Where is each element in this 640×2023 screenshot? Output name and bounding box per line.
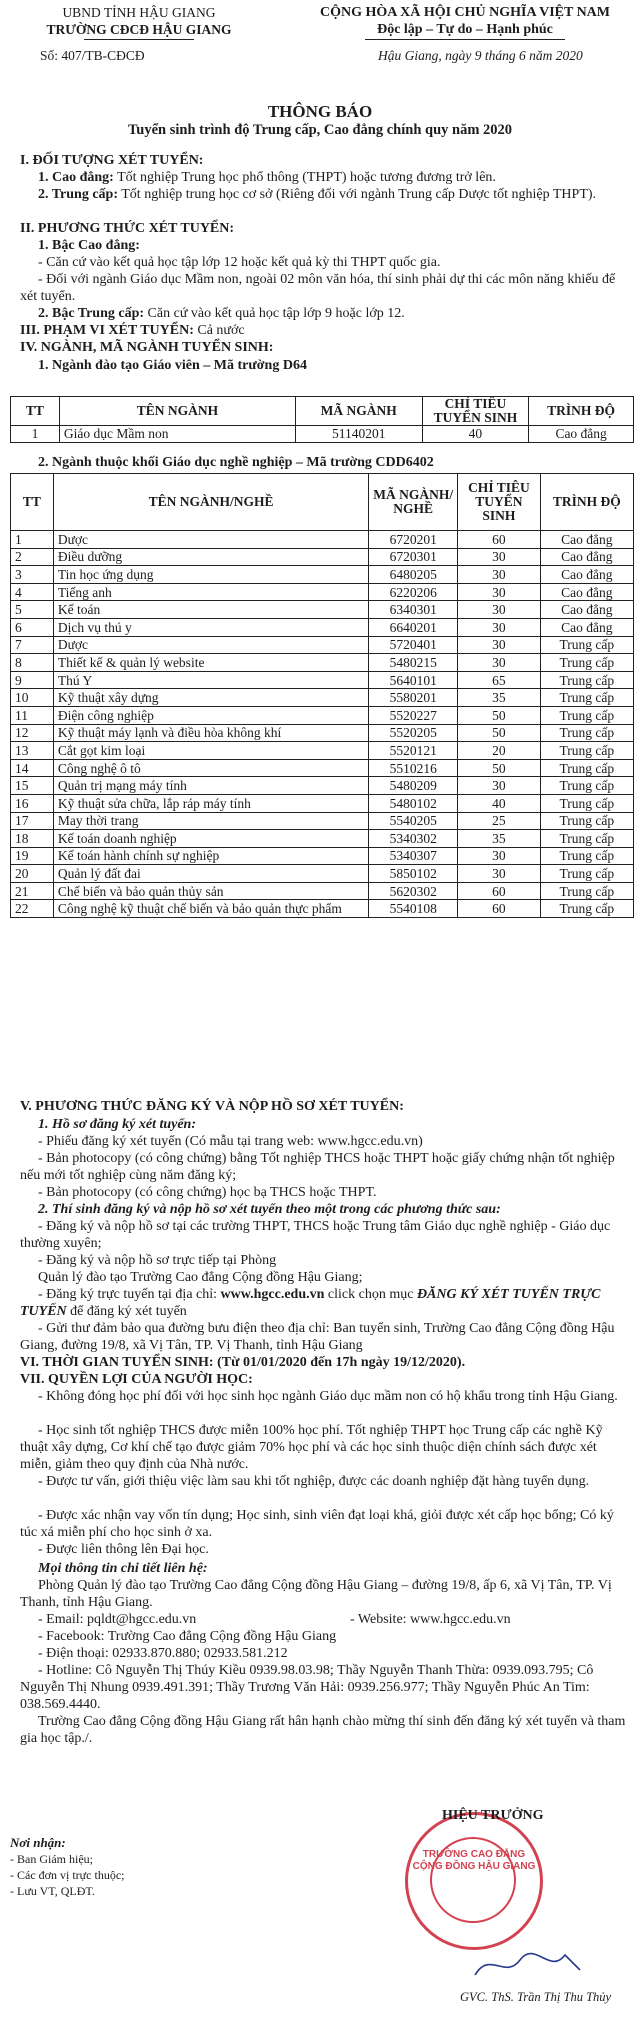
cell-chi-tieu: 50 — [458, 706, 540, 724]
cell-ma-nganh-nghe: 6720301 — [369, 548, 458, 566]
cell-ma-nganh-nghe: 6340301 — [369, 601, 458, 619]
cell-tt: 14 — [11, 759, 54, 777]
cell-tt: 10 — [11, 689, 54, 707]
section-2-line-1: - Căn cứ vào kết quả học tập lớp 12 hoặc kết quả kỳ thi THPT quốc gia. — [38, 255, 441, 270]
cell-ten-nganh-nghe: Dược — [53, 636, 368, 654]
cell-trinh-do: Trung cấp — [540, 654, 633, 672]
cell-trinh-do: Cao đẳng — [540, 601, 633, 619]
cell-tt: 17 — [11, 812, 54, 830]
cell-tt: 13 — [11, 742, 54, 760]
cell-ten-nganh-nghe: Công nghệ ô tô — [53, 759, 368, 777]
col-ma-nganh: MÃ NGÀNH — [295, 397, 422, 426]
cell-trinh-do: Trung cấp — [540, 759, 633, 777]
cell-chi-tieu: 35 — [458, 689, 540, 707]
issuer-header — [14, 4, 264, 40]
cell-trinh-do: Trung cấp — [540, 636, 633, 654]
table-row — [11, 531, 634, 549]
contact-hotline: - Hotline: Cô Nguyễn Thị Thúy Kiều 0939.98.03.98; Thầy Nguyễn Thanh Thừa: 0939.093.795; Cô Nguyễn Thị Nhung 0939.491.391; Thầy Trương Văn Hải: 0939.256.977; Thầy Nguyễn Phúc An Tim: 038.569.4440. — [20, 1663, 594, 1712]
cell-ma-nganh-nghe: 5480215 — [369, 654, 458, 672]
section-5-sub-2: 2. Thí sinh đăng ký và nộp hồ sơ xét tuyển theo một trong các phương thức sau: — [38, 1202, 501, 1217]
section-5-line-8: - Gửi thư đảm bảo qua đường bưu điện theo địa chỉ: Ban tuyển sinh, Trường Cao đẳng Cộng đồng Hậu Giang, đường 19/8, xã Vị Tân, TP. Vị Thanh, tỉnh Hậu Giang — [20, 1321, 615, 1353]
cell-trinh-do: Cao đẳng — [540, 531, 633, 549]
cell-ten-nganh-nghe: Kỹ thuật máy lạnh và điều hòa không khí — [53, 724, 368, 742]
cell-ma-nganh-nghe: 5510216 — [369, 759, 458, 777]
cell-chi-tieu: 30 — [458, 654, 540, 672]
cell-trinh-do: Cao đẳng — [540, 566, 633, 584]
cell-ma-nganh-nghe: 5520205 — [369, 724, 458, 742]
cell-tt: 20 — [11, 865, 54, 883]
cell-tt: 18 — [11, 830, 54, 848]
recipient-item: - Các đơn vị trực thuộc; — [10, 1868, 125, 1882]
table-row — [11, 724, 634, 742]
section-7-line-5: - Được liên thông lên Đại học. — [38, 1542, 209, 1557]
table-row — [11, 601, 634, 619]
section-7-line-2: - Học sinh tốt nghiệp THCS được miễn 100% học phí. Tốt nghiệp THPT học Trung cấp các nghề Kỹ thuật xây dựng, Cơ khí chế tạo được giảm 70% học phí và các học sinh thuộc diện chính sách được xét miễn, giảm theo quy định của Nhà nước. — [20, 1423, 603, 1472]
table-row — [11, 583, 634, 601]
col-chi-tieu: CHỈ TIÊU TUYỂN SINH — [458, 474, 540, 531]
table-header-row — [11, 397, 634, 426]
table-row — [11, 566, 634, 584]
table-row — [11, 777, 634, 795]
table-row — [11, 847, 634, 865]
cell-tt: 8 — [11, 654, 54, 672]
cell-trinh-do: Cao đẳng — [540, 583, 633, 601]
contact-address: Phòng Quản lý đào tạo Trường Cao đẳng Cộng đồng Hậu Giang – đường 19/8, ấp 6, xã Vị Tân, TP. Vị Thanh, tỉnh Hậu Giang. — [20, 1578, 612, 1610]
closing-text: Trường Cao đẳng Cộng đồng Hậu Giang rất hân hạnh chào mừng thí sinh đến đăng ký xét tuyển và tham gia học tập./. — [20, 1714, 626, 1746]
col-trinh-do: TRÌNH ĐỘ — [529, 397, 634, 426]
cell-ten-nganh-nghe: Quản trị mạng máy tính — [53, 777, 368, 795]
table-teacher-training — [10, 396, 634, 443]
table-row — [11, 671, 634, 689]
cell-ten-nganh-nghe: Điều dưỡng — [53, 548, 368, 566]
cell-chi-tieu: 30 — [458, 601, 540, 619]
table-row — [11, 618, 634, 636]
cell-chi-tieu: 30 — [458, 583, 540, 601]
section-5-line-3: - Bản photocopy (có công chứng) học bạ THCS hoặc THPT. — [38, 1185, 377, 1200]
contact-phone: - Điện thoại: 02933.870.880; 02933.581.212 — [38, 1646, 288, 1661]
cell-ma-nganh-nghe: 5640101 — [369, 671, 458, 689]
cell-tt: 1 — [11, 531, 54, 549]
col-ten-nganh-nghe: TÊN NGÀNH/NGHỀ — [53, 474, 368, 531]
page-subtitle: Tuyển sinh trình độ Trung cấp, Cao đẳng chính quy năm 2020 — [127, 122, 513, 138]
cell-ten-nganh-nghe: Kế toán — [53, 601, 368, 619]
cell-ma-nganh-nghe: 5540108 — [369, 900, 458, 918]
official-seal — [405, 1812, 543, 1950]
cell-tt: 12 — [11, 724, 54, 742]
section-7-heading: VII. QUYỀN LỢI CỦA NGƯỜI HỌC: — [20, 1372, 253, 1387]
table-row — [11, 706, 634, 724]
col-trinh-do: TRÌNH ĐỘ — [540, 474, 633, 531]
section-5-sub-1: 1. Hồ sơ đăng ký xét tuyển: — [38, 1117, 197, 1132]
cell-tt: 21 — [11, 882, 54, 900]
cell-tt: 22 — [11, 900, 54, 918]
contact-website[interactable]: - Website: www.hgcc.edu.vn — [350, 1612, 511, 1627]
contact-email[interactable]: - Email: pqldt@hgcc.edu.vn — [38, 1612, 197, 1627]
cell-ma-nganh-nghe: 5540205 — [369, 812, 458, 830]
cell-ma-nganh-nghe: 6640201 — [369, 618, 458, 636]
table-row — [11, 830, 634, 848]
cell-ma-nganh-nghe: 5340302 — [369, 830, 458, 848]
cell-chi-tieu: 30 — [458, 566, 540, 584]
section-4-heading: IV. NGÀNH, MÃ NGÀNH TUYỂN SINH: — [20, 340, 274, 355]
cell-ten-nganh-nghe: Điện công nghiệp — [53, 706, 368, 724]
cell-trinh-do: Cao đẳng — [540, 548, 633, 566]
cell-chi-tieu: 35 — [458, 830, 540, 848]
cell-ma-nganh-nghe: 6220206 — [369, 583, 458, 601]
table-row — [11, 865, 634, 883]
table-row — [11, 548, 634, 566]
cell-ma-nganh-nghe: 5520227 — [369, 706, 458, 724]
section-5-line-7: - Đăng ký trực tuyến tại địa chỉ: www.hgcc.edu.vn click chọn mục ĐĂNG KÝ XÉT TUYỂN TRỰC TUYẾN để đăng ký xét tuyển — [20, 1287, 601, 1319]
table-row — [11, 636, 634, 654]
section-7-line-4: - Được xác nhận vay vốn tín dụng; Học sinh, sinh viên đạt loại khá, giỏi được xét cấp học bổng; Có ký túc xá miễn phí cho học sinh ở xa. — [20, 1508, 614, 1540]
recipients-label: Nơi nhận: — [10, 1835, 66, 1850]
cell-ma-nganh-nghe: 5620302 — [369, 882, 458, 900]
cell-chi-tieu: 40 — [422, 426, 529, 443]
cell-tt: 15 — [11, 777, 54, 795]
cell-tt: 7 — [11, 636, 54, 654]
cell-ten-nganh-nghe: Dược — [53, 531, 368, 549]
section-5-line-6: Quản lý đào tạo Trường Cao đẳng Cộng đồng Hậu Giang; — [38, 1270, 363, 1285]
contact-heading: Mọi thông tin chi tiết liên hệ: — [38, 1561, 208, 1576]
page-title: THÔNG BÁO — [267, 102, 373, 121]
recipient-item: - Ban Giám hiệu; — [10, 1852, 93, 1866]
section-2-sub-2: 2. Bậc Trung cấp: Căn cứ vào kết quả học tập lớp 9 hoặc lớp 12. — [38, 306, 405, 321]
cell-trinh-do: Cao đẳng — [529, 426, 634, 443]
cell-ten-nganh-nghe: Thú Y — [53, 671, 368, 689]
table-vocational — [10, 473, 634, 918]
cell-trinh-do: Trung cấp — [540, 724, 633, 742]
country-underline — [365, 39, 565, 40]
cell-trinh-do: Trung cấp — [540, 812, 633, 830]
contact-facebook[interactable]: - Facebook: Trường Cao đẳng Cộng đồng Hậu Giang — [38, 1629, 337, 1644]
col-tt: TT — [11, 397, 60, 426]
cell-chi-tieu: 30 — [458, 636, 540, 654]
table-2-caption: 2. Ngành thuộc khối Giáo dục nghề nghiệp – Mã trường CDD6402 — [38, 455, 434, 470]
cell-ma-nganh-nghe: 5580201 — [369, 689, 458, 707]
cell-chi-tieu: 65 — [458, 671, 540, 689]
cell-ten-nganh-nghe: May thời trang — [53, 812, 368, 830]
col-tt: TT — [11, 474, 54, 531]
cell-trinh-do: Trung cấp — [540, 742, 633, 760]
cell-ten-nganh-nghe: Kế toán hành chính sự nghiệp — [53, 847, 368, 865]
col-ten-nganh: TÊN NGÀNH — [59, 397, 295, 426]
section-5-heading: V. PHƯƠNG THỨC ĐĂNG KÝ VÀ NỘP HỒ SƠ XÉT TUYỂN: — [20, 1099, 404, 1114]
cell-ten-nganh-nghe: Cắt gọt kim loại — [53, 742, 368, 760]
cell-ten-nganh-nghe: Kỹ thuật sửa chữa, lắp ráp máy tính — [53, 794, 368, 812]
section-7-line-3: - Được tư vấn, giới thiệu việc làm sau khi tốt nghiệp, được các doanh nghiệp đặt hàng tuyển dụng. — [38, 1474, 590, 1489]
cell-ma-nganh: 51140201 — [295, 426, 422, 443]
cell-tt: 5 — [11, 601, 54, 619]
cell-tt: 3 — [11, 566, 54, 584]
cell-chi-tieu: 50 — [458, 759, 540, 777]
col-ma-nganh-nghe: MÃ NGÀNH/ NGHỀ — [369, 474, 458, 531]
cell-trinh-do: Trung cấp — [540, 847, 633, 865]
cell-chi-tieu: 30 — [458, 847, 540, 865]
cell-ten-nganh-nghe: Thiết kế & quản lý website — [53, 654, 368, 672]
cell-tt: 1 — [11, 426, 60, 443]
cell-ten-nganh-nghe: Công nghệ kỹ thuật chế biến và bảo quản thực phẩm — [53, 900, 368, 918]
cell-tt: 16 — [11, 794, 54, 812]
table-row — [11, 742, 634, 760]
section-3: III. PHẠM VI XÉT TUYỂN: Cả nước — [20, 323, 245, 338]
cell-trinh-do: Trung cấp — [540, 706, 633, 724]
cell-chi-tieu: 25 — [458, 812, 540, 830]
recipient-item: - Lưu VT, QLĐT. — [10, 1884, 95, 1898]
section-7-line-1: - Không đóng học phí đối với học sinh học ngành Giáo dục mầm non có hộ khẩu trong tỉnh Hậu Giang. — [38, 1389, 618, 1404]
section-1-heading: I. ĐỐI TƯỢNG XÉT TUYỂN: — [20, 153, 204, 168]
cell-chi-tieu: 60 — [458, 531, 540, 549]
cell-trinh-do: Trung cấp — [540, 794, 633, 812]
cell-tt: 19 — [11, 847, 54, 865]
org-line-2: TRƯỜNG CĐCĐ HẬU GIANG — [46, 22, 232, 37]
cell-tt: 4 — [11, 583, 54, 601]
section-5-line-1: - Phiếu đăng ký xét tuyển (Có mẫu tại trang web: www.hgcc.edu.vn) — [38, 1134, 423, 1149]
cell-chi-tieu: 40 — [458, 794, 540, 812]
date-line: Hậu Giang, ngày 9 tháng 6 năm 2020 — [378, 48, 583, 63]
cell-ten-nganh: Giáo dục Mầm non — [59, 426, 295, 443]
signature-icon — [470, 1945, 590, 1985]
cell-chi-tieu: 30 — [458, 618, 540, 636]
org-underline — [84, 39, 194, 40]
cell-ten-nganh-nghe: Tin học ứng dụng — [53, 566, 368, 584]
cell-trinh-do: Trung cấp — [540, 689, 633, 707]
cell-ma-nganh-nghe: 6720201 — [369, 531, 458, 549]
cell-trinh-do: Trung cấp — [540, 865, 633, 883]
cell-ma-nganh-nghe: 5850102 — [369, 865, 458, 883]
section-6: VI. THỜI GIAN TUYỂN SINH: (Từ 01/01/2020 đến 17h ngày 19/12/2020). — [20, 1355, 466, 1370]
cell-chi-tieu: 60 — [458, 900, 540, 918]
section-5-line-5: - Đăng ký và nộp hồ sơ trực tiếp tại Phòng — [38, 1253, 277, 1268]
cell-ma-nganh-nghe: 5720401 — [369, 636, 458, 654]
cell-tt: 9 — [11, 671, 54, 689]
cell-tt: 6 — [11, 618, 54, 636]
table-row — [11, 654, 634, 672]
cell-chi-tieu: 60 — [458, 882, 540, 900]
cell-tt: 2 — [11, 548, 54, 566]
document-number: Số: 407/TB-CĐCĐ — [40, 48, 145, 63]
section-1-item-1: 1. Cao đẳng: Tốt nghiệp Trung học phổ thông (THPT) hoặc tương đương trở lên. — [38, 170, 496, 185]
cell-ten-nganh-nghe: Chế biến và bảo quản thủy sản — [53, 882, 368, 900]
cell-trinh-do: Trung cấp — [540, 830, 633, 848]
country-line-2: Độc lập – Tự do – Hạnh phúc — [377, 22, 553, 37]
section-2-sub-1: 1. Bậc Cao đẳng: — [38, 238, 140, 253]
table-row — [11, 812, 634, 830]
cell-ma-nganh-nghe: 5340307 — [369, 847, 458, 865]
table-body — [11, 531, 634, 918]
website-link[interactable]: www.hgcc.edu.vn — [220, 1287, 325, 1302]
signer-name: GVC. ThS. Trần Thị Thu Thủy — [460, 1990, 612, 2004]
org-line-1: UBND TỈNH HẬU GIANG — [62, 5, 216, 20]
cell-chi-tieu: 20 — [458, 742, 540, 760]
cell-ten-nganh-nghe: Kế toán doanh nghiệp — [53, 830, 368, 848]
cell-ten-nganh-nghe: Dịch vụ thú y — [53, 618, 368, 636]
cell-trinh-do: Trung cấp — [540, 671, 633, 689]
recipients — [10, 1835, 125, 1899]
section-1-item-2: 2. Trung cấp: Tốt nghiệp trung học cơ sở (Riêng đối với ngành Trung cấp Dược tốt nghiệp THPT). — [38, 187, 597, 202]
seal-text: TRƯỜNG CAO ĐẲNG CỘNG ĐỒNG HẬU GIANG — [412, 1849, 536, 1872]
section-5-line-2: - Bản photocopy (có công chứng) bằng Tốt nghiệp THCS hoặc THPT hoặc giấy chứng nhận tốt nghiệp nếu mới tốt nghiệp cùng năm đăng ký; — [20, 1151, 615, 1183]
section-2-heading: II. PHƯƠNG THỨC XÉT TUYỂN: — [20, 221, 235, 236]
cell-ma-nganh-nghe: 5480209 — [369, 777, 458, 795]
cell-chi-tieu: 30 — [458, 865, 540, 883]
cell-ten-nganh-nghe: Kỹ thuật xây dựng — [53, 689, 368, 707]
cell-ma-nganh-nghe: 5520121 — [369, 742, 458, 760]
national-header — [300, 4, 630, 40]
cell-trinh-do: Cao đẳng — [540, 618, 633, 636]
table-row — [11, 759, 634, 777]
cell-ten-nganh-nghe: Tiếng anh — [53, 583, 368, 601]
cell-tt: 11 — [11, 706, 54, 724]
table-row — [11, 794, 634, 812]
table-header-row — [11, 474, 634, 531]
cell-chi-tieu: 50 — [458, 724, 540, 742]
country-line-1: CỘNG HÒA XÃ HỘI CHỦ NGHĨA VIỆT NAM — [319, 5, 610, 20]
cell-ma-nganh-nghe: 6480205 — [369, 566, 458, 584]
table-row — [11, 689, 634, 707]
cell-trinh-do: Trung cấp — [540, 882, 633, 900]
table-1-caption: 1. Ngành đào tạo Giáo viên – Mã trường D64 — [38, 358, 307, 373]
cell-trinh-do: Trung cấp — [540, 900, 633, 918]
table-row — [11, 882, 634, 900]
section-2-line-2: - Đối với ngành Giáo dục Mầm non, ngoài 02 môn văn hóa, thí sinh phải dự thi các môn năng khiếu để xét tuyển. — [20, 272, 616, 304]
cell-ten-nganh-nghe: Quản lý đất đai — [53, 865, 368, 883]
cell-chi-tieu: 30 — [458, 548, 540, 566]
cell-trinh-do: Trung cấp — [540, 777, 633, 795]
section-5-line-4: - Đăng ký và nộp hồ sơ tại các trường THPT, THCS hoặc Trung tâm Giáo dục nghề nghiệp - Giáo dục thường xuyên; — [20, 1219, 611, 1251]
cell-ma-nganh-nghe: 5480102 — [369, 794, 458, 812]
table-row — [11, 900, 634, 918]
table-row — [11, 426, 634, 443]
signature-title: HIỆU TRƯỞNG — [442, 1808, 544, 1823]
cell-chi-tieu: 30 — [458, 777, 540, 795]
col-chi-tieu: CHỈ TIÊU TUYỂN SINH — [422, 397, 529, 426]
